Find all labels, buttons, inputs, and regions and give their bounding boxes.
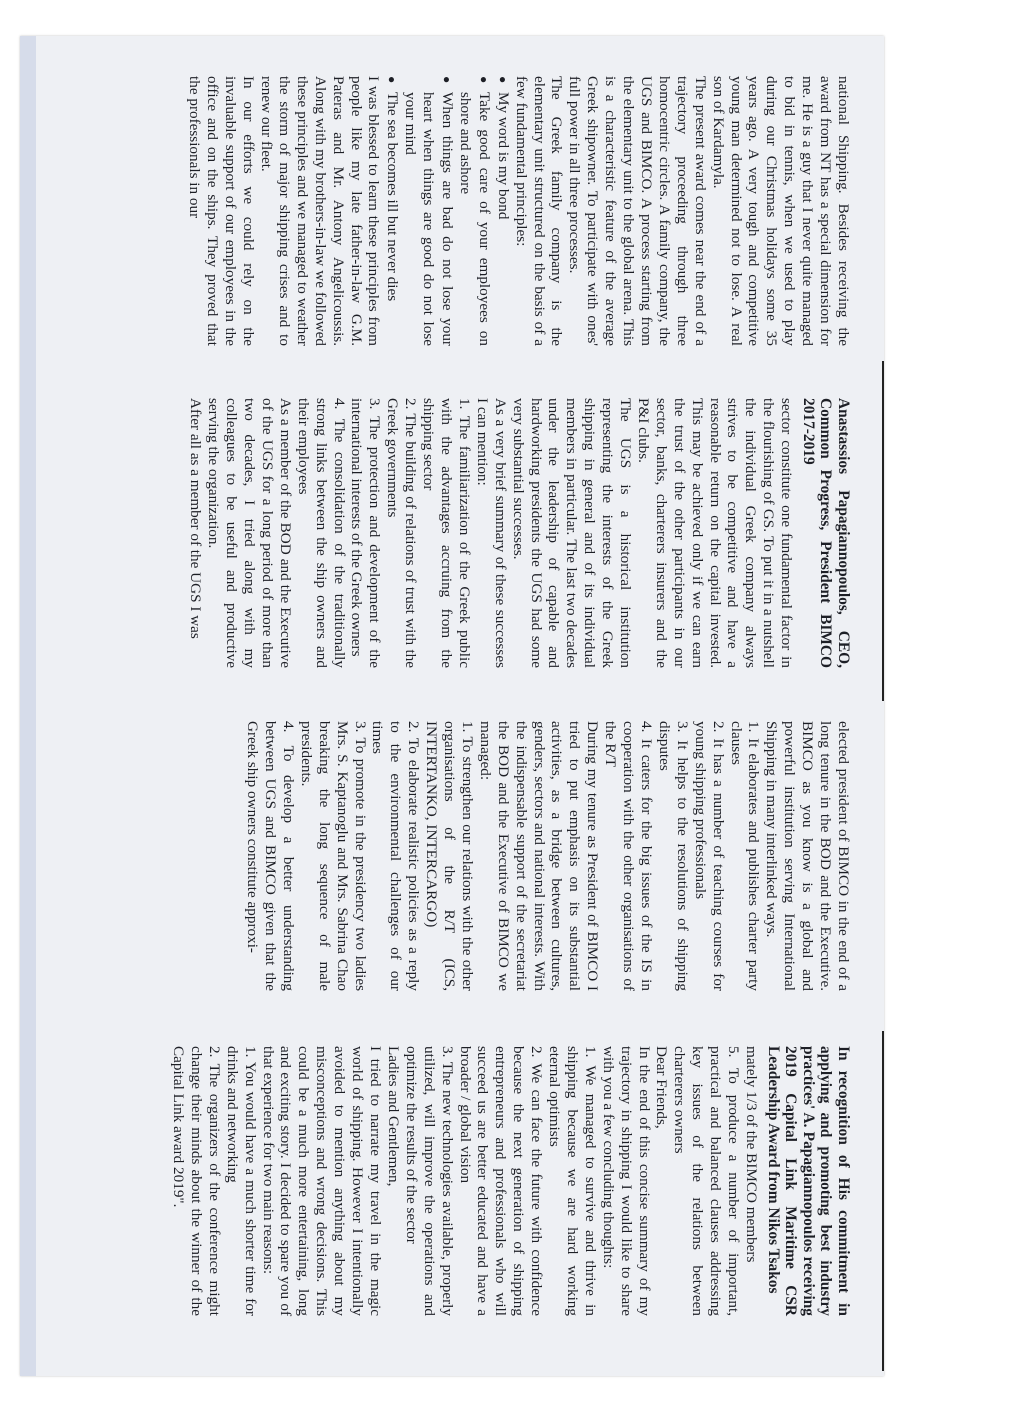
list-item: mately 1/3 of the BIMCO members [743, 1046, 761, 1263]
list-item: 2. It has a number of teaching courses for young shipping professionals [691, 721, 727, 991]
column-2 [186, 398, 852, 668]
paragraph: As a member of the BOD and the Executive of the UGS for a long period of more than two decades, I tried along with my colleagues to be useful and productive serving the organization. [205, 398, 294, 668]
list-item: 5. To produce a number of important, practical and balanced clauses addressing key issues of the relations between charterers owners [671, 1046, 743, 1316]
photo-caption: In recognition of His commitment in applying and promoting best industry practices' A. Papagiannopoulos receiving 2019 Capital Link Maritime CSR Leadership Award from Nikos Tsakos [764, 1046, 852, 1316]
list-item: 1. You would have a much shorter time for drinks and networking [223, 1046, 259, 1316]
paragraph: In our efforts we could rely on the invaluable support of our employees in the office and on the ships. They proved that the professionals in our [186, 76, 258, 346]
list-item: 2. We can face the future with confidence because the next generation of shipping entrepreneurs and professionals who will succeed us are better educated and have a broader / global vision [456, 1046, 546, 1316]
list-item: 4. The consolidation of the traditionally strong links between the ship owners and their employees [294, 398, 348, 668]
scanned-page [20, 36, 884, 1376]
top-rule [882, 361, 884, 701]
paragraph: The present award comes near the end of a trajectory proceeding through three homocentric circles. A family company, the UGS and BIMCO. A process starting from the elementary unit to the global arena. This is a characteristic feature of the average Greek shipowner. To participate with ones' full power in all three processes. [566, 76, 709, 346]
list-item: 4. It caters for the big issues of the IS in cooperation with the other organisations of the R/T [602, 721, 656, 991]
list-item: 1. We managed to survive and thrive in shipping because we are hard working eternal optimists [546, 1046, 599, 1316]
list-item: 2. To elaborate realistic policies as a reply to the environmental challenges of our times [369, 721, 423, 991]
bullet-item: ● The sea becomes ill but never dies [382, 76, 401, 346]
list-item: 2. The building of relations of trust with the Greek governments [384, 398, 420, 668]
bullet-item: ● When things are bad do not lose your heart when things are good do not lose your mind [401, 76, 456, 346]
list-item: 1. To strengthen our relations with the other organisations of the R/T (ICS, INTERTANKO, INTERCARGO) [423, 721, 476, 991]
top-rule [882, 1031, 884, 1371]
paragraph: sector constitute one fundamental factor in the flourishing of GS. To put it in a nutshell the individual Greek company always strives to be competitive and have a reasonable return on the capital invested. This may be achieved only if we can earn the trust of the other participants in our sector, banks, charterers insurers and the P&I clubs. [634, 398, 796, 668]
list-item: 3. To promote in the presidency two ladies Mrs. S. Kaptanoglu and Mrs. Sabrina Chao breaking the long sequence of male presidents. [297, 721, 369, 991]
column-1 [185, 76, 852, 346]
list-item: 1. It elaborates and publishes charter party clauses [727, 721, 763, 991]
paragraph: Dear Friends, [653, 1046, 671, 1129]
paragraph: elected president of BIMCO in the end of a long tenure in the BOD and the Executive. BIMCO as you know is a global and powerful institution serving International Shipping in many interlinked ways. [763, 721, 852, 991]
column-3 [243, 721, 852, 991]
rotated-article [20, 36, 884, 1376]
paragraph: The Greek family company is the elementary unit structured on the basis of a few fundamental principles: [512, 76, 566, 346]
paragraph: As a very brief summary of these successes I can mention: [473, 398, 509, 668]
list-item: 4. To develop a better understanding between UGS and BIMCO given that the Greek ship owners constitute approxi- [244, 721, 297, 991]
paragraph: During my tenure as President of BIMCO I tried to put emphasis on its substantial activities, as a bridge between cultures, genders, sectors and national interests. With the indispensable support of the secretariat the BOD and the Executive of BIMCO we managed: [476, 721, 602, 991]
list-item: 3. It helps to the resolutions of shipping disputes [655, 721, 691, 991]
paragraph: In the end of this concise summary of my trajectory in shipping I would like to share with you a few concluding thoughts: [599, 1046, 653, 1316]
paragraph: The UGS is a historical institution representing the interests of the Greek shipping in general and of its individual members in particular. The last two decades under the leadership of capable and hardworking presidents the UGS had some very substantial successes. [509, 398, 635, 668]
list-item: 3. The protection and development of the international interests of the Greek owners [348, 398, 384, 668]
paragraph: Ladies and Gentlemen, [384, 1046, 402, 1187]
bullet-item: ● Take good care of your employees on shore and ashore [456, 76, 493, 346]
bullet-item: ● My word is my bond [493, 76, 512, 346]
list-item: 3. The new technologies available, properly utilized, will improve the operations and optimize the results of the sector [402, 1046, 456, 1316]
photo-caption: Anastassios Papagiannopoulos, CEO, Common Progress, President BIMCO 2017-2019 [799, 398, 852, 668]
paragraph: I tried to narrate my travel in the magic world of shipping. However I intentionally avoided to mention anything about my misconceptions and wrong decisions. This could be a much more entertaining, long and exciting story. I decided to spare you of that experience for two main reasons: [259, 1046, 384, 1316]
paragraph: I was blessed to learn these principles from people like my late father-in-law G.M. Pateras and Mr. Antony Angelicoussis. Along with my brothers-in-law we followed these principles and we managed to weather the storm of major shipping crises and to renew our fleet. [258, 76, 383, 346]
bleed-stripe [20, 36, 36, 1376]
paragraph: After all as a member of the UGS I was [187, 398, 205, 639]
column-4 [169, 1046, 852, 1316]
list-item: 2. The organizers of the conference might change their minds about the winner of the Capital Link award 2019". [170, 1046, 223, 1316]
list-item: 1. The familiarization of the Greek public with the advantages accruing from the shipping sector [420, 398, 473, 668]
paragraph: national Shipping. Besides receiving the award from NT has a special dimension for me. He is a guy that I never quite managed to bid in tennis, when we used to play during our Christmas holidays some 35 years ago. A very tough and competitive young man determined not to lose. A real son of Kardamyla. [709, 76, 852, 346]
